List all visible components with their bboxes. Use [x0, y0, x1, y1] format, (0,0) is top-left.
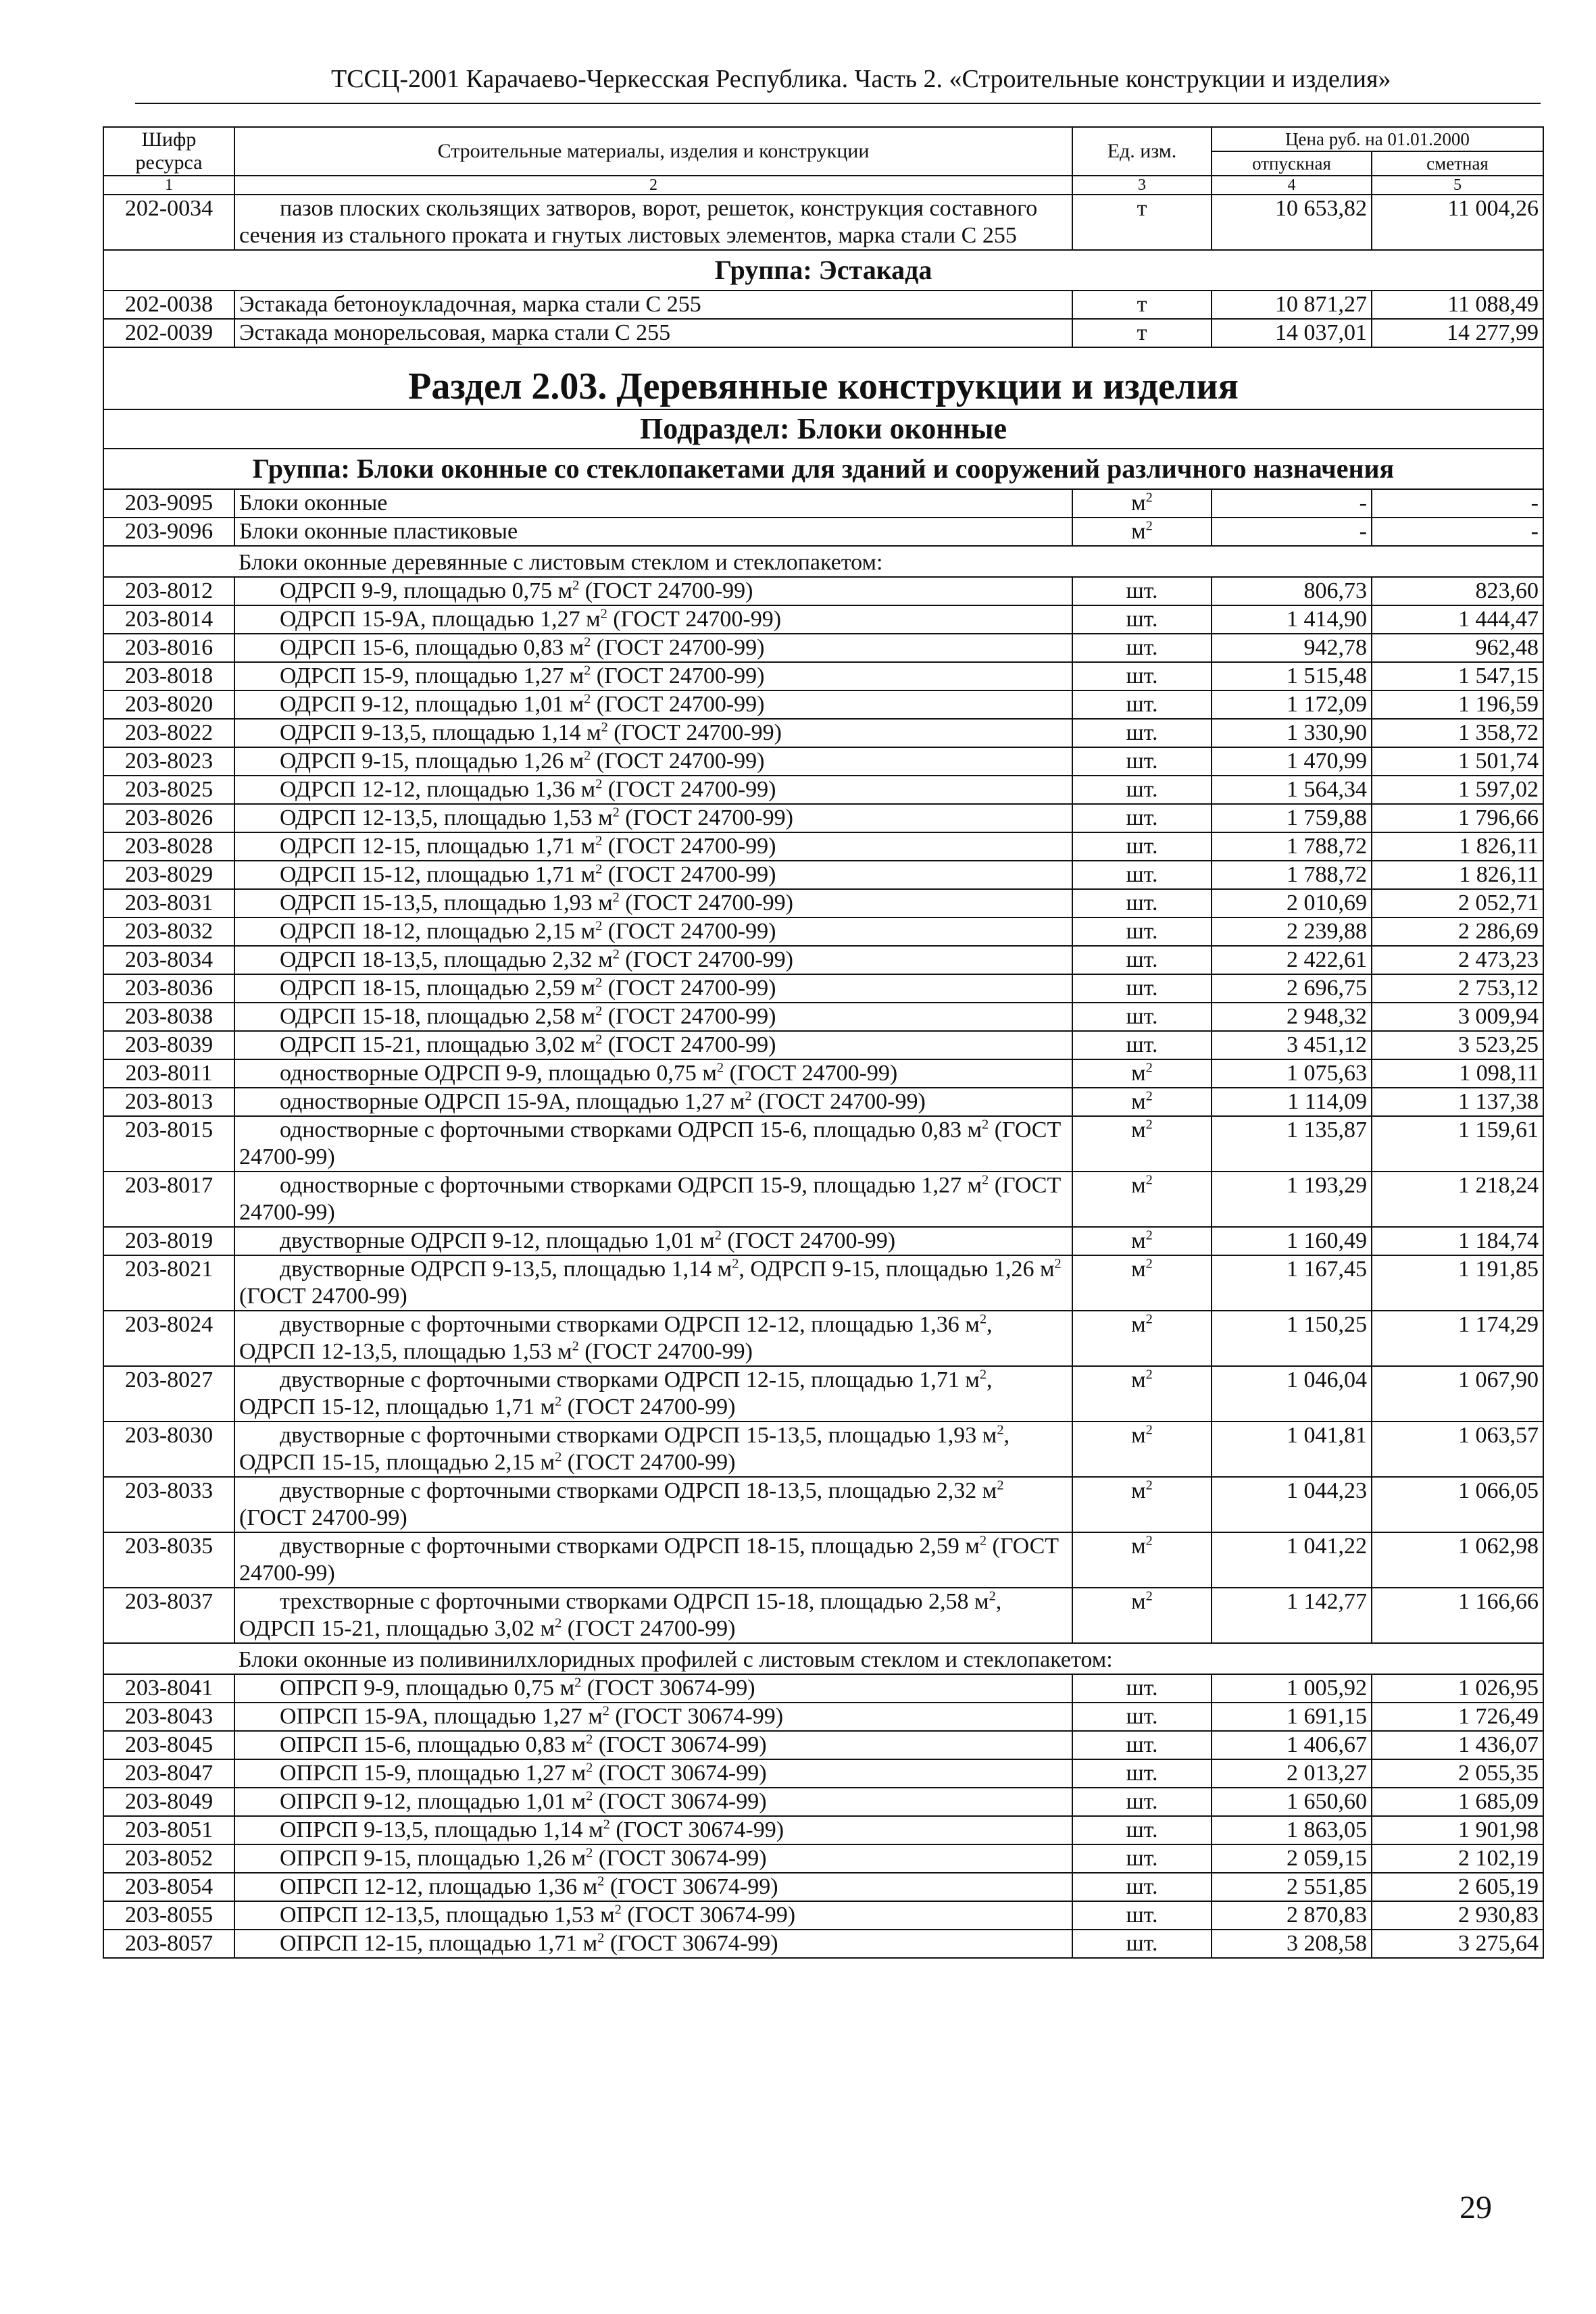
resource-name: двустворные с форточными створками ОДРСП 18-15, площадью 2,59 $м^2$ (ГОСТ 24700-99): [234, 1532, 1072, 1588]
price-release: 1 135,87: [1212, 1116, 1372, 1172]
resource-code: 203-8032: [103, 917, 234, 946]
table-row: [103, 291, 1543, 319]
price-estimate: 1 685,09: [1372, 1788, 1543, 1816]
resource-name: Эстакада монорельсовая, марка стали С 255: [234, 319, 1072, 347]
resource-code: 203-8051: [103, 1816, 234, 1844]
price-release: 10 653,82: [1212, 195, 1372, 250]
price-release: 1 046,04: [1212, 1366, 1372, 1422]
price-release: 1 193,29: [1212, 1172, 1372, 1227]
resource-code: 203-8038: [103, 1003, 234, 1031]
price-estimate: 2 102,19: [1372, 1844, 1543, 1873]
resource-code: 202-0034: [103, 195, 234, 250]
price-release: 1 114,09: [1212, 1088, 1372, 1116]
table-row: [103, 832, 1543, 861]
resource-name: ОПРСП 9-12, площадью 1,01 $м^2$ (ГОСТ 30674-99): [234, 1788, 1072, 1816]
unit: $м^2$: [1072, 1059, 1212, 1088]
price-estimate: 1 026,95: [1372, 1674, 1543, 1703]
price-release: 806,73: [1212, 577, 1372, 605]
table-row: [103, 1366, 1543, 1422]
price-estimate: 1 174,29: [1372, 1311, 1543, 1366]
resource-name: ОПРСП 15-6, площадью 0,83 $м^2$ (ГОСТ 30674-99): [234, 1731, 1072, 1759]
table-row: [103, 605, 1543, 634]
resource-name: ОДРСП 9-15, площадью 1,26 $м^2$ (ГОСТ 24700-99): [234, 747, 1072, 776]
price-estimate: 2 052,71: [1372, 889, 1543, 917]
price-estimate: 823,60: [1372, 577, 1543, 605]
table-row: [103, 1477, 1543, 1532]
empty-cell: [103, 546, 234, 577]
unit: $м^2$: [1072, 1088, 1212, 1116]
resource-code: 203-9095: [103, 489, 234, 518]
unit: т: [1072, 291, 1212, 319]
resource-code: 203-8049: [103, 1788, 234, 1816]
resource-name: ОДРСП 15-6, площадью 0,83 $м^2$ (ГОСТ 24700-99): [234, 634, 1072, 662]
price-release: 1 788,72: [1212, 861, 1372, 889]
resource-code: 203-8034: [103, 946, 234, 974]
unit: шт.: [1072, 861, 1212, 889]
price-estimate: 1 726,49: [1372, 1703, 1543, 1731]
unit: шт.: [1072, 1873, 1212, 1901]
price-estimate: 2 473,23: [1372, 946, 1543, 974]
resource-code: 203-8027: [103, 1366, 234, 1422]
price-estimate: 1 063,57: [1372, 1422, 1543, 1477]
header-price-estimate: сметная: [1372, 151, 1543, 176]
unit: шт.: [1072, 1816, 1212, 1844]
section-row: [103, 347, 1543, 409]
resource-code: 203-8023: [103, 747, 234, 776]
price-release: 1 150,25: [1212, 1311, 1372, 1366]
resource-name: ОДРСП 18-13,5, площадью 2,32 $м^2$ (ГОСТ 24700-99): [234, 946, 1072, 974]
table-row: [103, 1588, 1543, 1643]
resource-code: 203-8043: [103, 1703, 234, 1731]
resource-name: ОПРСП 9-13,5, площадью 1,14 $м^2$ (ГОСТ 30674-99): [234, 1816, 1072, 1844]
price-estimate: 2 605,19: [1372, 1873, 1543, 1901]
table-row: [103, 195, 1543, 250]
resource-name: одностворные ОДРСП 15-9А, площадью 1,27 $м^2$ (ГОСТ 24700-99): [234, 1088, 1072, 1116]
price-estimate: 11 004,26: [1372, 195, 1543, 250]
resource-code: 203-8041: [103, 1674, 234, 1703]
unit: шт.: [1072, 889, 1212, 917]
resource-code: 203-8022: [103, 719, 234, 747]
subgroup-title: Блоки оконные из поливинилхлоридных профилей с листовым стеклом и стеклопакетом:: [234, 1643, 1543, 1674]
price-release: 1 041,22: [1212, 1532, 1372, 1588]
price-release: 1 788,72: [1212, 832, 1372, 861]
price-estimate: 2 055,35: [1372, 1759, 1543, 1788]
resource-code: 203-8031: [103, 889, 234, 917]
unit: шт.: [1072, 577, 1212, 605]
resource-code: 203-8021: [103, 1255, 234, 1311]
price-estimate: 1 826,11: [1372, 832, 1543, 861]
group-row: [103, 449, 1543, 489]
subsection-title: Подраздел: Блоки оконные: [103, 409, 1543, 449]
price-release: 1 515,48: [1212, 662, 1372, 690]
table-row: [103, 1788, 1543, 1816]
resource-code: 203-8015: [103, 1116, 234, 1172]
price-estimate: 1 166,66: [1372, 1588, 1543, 1643]
unit: $м^2$: [1072, 1227, 1212, 1255]
unit: шт.: [1072, 605, 1212, 634]
resource-name: ОДРСП 15-9А, площадью 1,27 $м^2$ (ГОСТ 24700-99): [234, 605, 1072, 634]
price-table: [103, 126, 1544, 1959]
table-row: [103, 1674, 1543, 1703]
table-row: [103, 1003, 1543, 1031]
price-release: 1 863,05: [1212, 1816, 1372, 1844]
price-estimate: -: [1372, 489, 1543, 518]
table-row: [103, 1816, 1543, 1844]
header-title: ТССЦ-2001 Карачаево-Черкесская Республика. Часть 2. «Строительные конструкции и изделия»: [331, 65, 1391, 93]
price-release: 1 041,81: [1212, 1422, 1372, 1477]
resource-code: 203-8024: [103, 1311, 234, 1366]
table-row: [103, 1703, 1543, 1731]
unit: т: [1072, 195, 1212, 250]
unit: шт.: [1072, 1674, 1212, 1703]
table-row: [103, 917, 1543, 946]
unit: шт.: [1072, 719, 1212, 747]
table-row: [103, 1731, 1543, 1759]
resource-name: ОДРСП 18-15, площадью 2,59 $м^2$ (ГОСТ 24700-99): [234, 974, 1072, 1003]
unit: $м^2$: [1072, 1422, 1212, 1477]
unit: шт.: [1072, 690, 1212, 719]
unit: шт.: [1072, 662, 1212, 690]
unit: шт.: [1072, 1731, 1212, 1759]
price-release: 2 870,83: [1212, 1901, 1372, 1930]
subgroup-row: [103, 546, 1543, 577]
unit: шт.: [1072, 1759, 1212, 1788]
table-row: [103, 1901, 1543, 1930]
price-estimate: 1 358,72: [1372, 719, 1543, 747]
resource-code: 202-0038: [103, 291, 234, 319]
price-estimate: 2 286,69: [1372, 917, 1543, 946]
price-release: 2 551,85: [1212, 1873, 1372, 1901]
resource-name: ОПРСП 12-15, площадью 1,71 $м^2$ (ГОСТ 30674-99): [234, 1930, 1072, 1958]
price-release: 3 451,12: [1212, 1031, 1372, 1059]
resource-name: Эстакада бетоноукладочная, марка стали С 255: [234, 291, 1072, 319]
table-row: [103, 489, 1543, 518]
resource-code: 203-8057: [103, 1930, 234, 1958]
price-estimate: 3 523,25: [1372, 1031, 1543, 1059]
column-number: 5: [1372, 176, 1543, 195]
table-row: [103, 747, 1543, 776]
header-code: Шифр ресурса: [103, 127, 234, 176]
unit: $м^2$: [1072, 1172, 1212, 1227]
resource-code: 203-8019: [103, 1227, 234, 1255]
unit: шт.: [1072, 1844, 1212, 1873]
price-release: 2 422,61: [1212, 946, 1372, 974]
price-estimate: 1 067,90: [1372, 1366, 1543, 1422]
resource-name: одностворные ОДРСП 9-9, площадью 0,75 $м^2$ (ГОСТ 24700-99): [234, 1059, 1072, 1088]
price-release: 1 759,88: [1212, 804, 1372, 832]
resource-name: двустворные с форточными створками ОДРСП 12-12, площадью 1,36 $м^2$, ОДРСП 12-13,5, площадью 1,53 $м^2$ (ГОСТ 24700-99): [234, 1311, 1072, 1366]
resource-name: ОПРСП 12-13,5, площадью 1,53 $м^2$ (ГОСТ 30674-99): [234, 1901, 1072, 1930]
price-estimate: 1 196,59: [1372, 690, 1543, 719]
group-title: Группа: Блоки оконные со стеклопакетами для зданий и сооружений различного назначения: [103, 449, 1543, 489]
unit: $м^2$: [1072, 1477, 1212, 1532]
table-row: [103, 889, 1543, 917]
unit: шт.: [1072, 1788, 1212, 1816]
resource-name: пазов плоских скользящих затворов, ворот, решеток, конструкция составного сечения из стального проката и гнутых листовых элементов, марка стали С 255: [234, 195, 1072, 250]
price-estimate: 1 191,85: [1372, 1255, 1543, 1311]
table-row: [103, 974, 1543, 1003]
resource-name: одностворные с форточными створками ОДРСП 15-9, площадью 1,27 $м^2$ (ГОСТ 24700-99): [234, 1172, 1072, 1227]
resource-code: 203-8028: [103, 832, 234, 861]
table-row: [103, 1532, 1543, 1588]
price-estimate: 1 137,38: [1372, 1088, 1543, 1116]
price-estimate: 1 796,66: [1372, 804, 1543, 832]
price-estimate: 11 088,49: [1372, 291, 1543, 319]
resource-name: ОПРСП 15-9, площадью 1,27 $м^2$ (ГОСТ 30674-99): [234, 1759, 1072, 1788]
price-release: 1 414,90: [1212, 605, 1372, 634]
resource-name: ОПРСП 9-9, площадью 0,75 $м^2$ (ГОСТ 30674-99): [234, 1674, 1072, 1703]
table-row: [103, 1759, 1543, 1788]
price-estimate: 1 066,05: [1372, 1477, 1543, 1532]
resource-code: 203-8030: [103, 1422, 234, 1477]
resource-code: 203-8035: [103, 1532, 234, 1588]
resource-name: ОДРСП 15-13,5, площадью 1,93 $м^2$ (ГОСТ 24700-99): [234, 889, 1072, 917]
price-release: 1 044,23: [1212, 1477, 1372, 1532]
resource-name: ОДРСП 9-12, площадью 1,01 $м^2$ (ГОСТ 24700-99): [234, 690, 1072, 719]
unit: шт.: [1072, 946, 1212, 974]
empty-cell: [103, 1643, 234, 1674]
unit: шт.: [1072, 974, 1212, 1003]
price-estimate: 1 218,24: [1372, 1172, 1543, 1227]
table-row: [103, 1873, 1543, 1901]
resource-name: ОДРСП 12-13,5, площадью 1,53 $м^2$ (ГОСТ 24700-99): [234, 804, 1072, 832]
resource-name: ОДРСП 9-9, площадью 0,75 $м^2$ (ГОСТ 24700-99): [234, 577, 1072, 605]
table-row: [103, 1059, 1543, 1088]
resource-name: одностворные с форточными створками ОДРСП 15-6, площадью 0,83 $м^2$ (ГОСТ 24700-99): [234, 1116, 1072, 1172]
price-estimate: 962,48: [1372, 634, 1543, 662]
resource-code: 203-8020: [103, 690, 234, 719]
column-number: 3: [1072, 176, 1212, 195]
price-release: 1 470,99: [1212, 747, 1372, 776]
resource-name: ОДРСП 15-21, площадью 3,02 $м^2$ (ГОСТ 24700-99): [234, 1031, 1072, 1059]
unit: $м^2$: [1072, 1116, 1212, 1172]
unit: $м^2$: [1072, 1532, 1212, 1588]
price-release: 1 167,45: [1212, 1255, 1372, 1311]
resource-code: 203-8036: [103, 974, 234, 1003]
table-row: [103, 1031, 1543, 1059]
resource-name: ОПРСП 15-9А, площадью 1,27 $м^2$ (ГОСТ 30674-99): [234, 1703, 1072, 1731]
unit: $м^2$: [1072, 1255, 1212, 1311]
unit: шт.: [1072, 634, 1212, 662]
price-estimate: 1 062,98: [1372, 1532, 1543, 1588]
header-price-release: отпускная: [1212, 151, 1372, 176]
price-release: 1 650,60: [1212, 1788, 1372, 1816]
resource-code: 203-8052: [103, 1844, 234, 1873]
unit: $м^2$: [1072, 518, 1212, 546]
resource-name: ОДРСП 18-12, площадью 2,15 $м^2$ (ГОСТ 24700-99): [234, 917, 1072, 946]
header-name: Строительные материалы, изделия и конструкции: [234, 127, 1072, 176]
resource-code: 203-8039: [103, 1031, 234, 1059]
table-row: [103, 1172, 1543, 1227]
resource-code: 203-8018: [103, 662, 234, 690]
resource-code: 203-8013: [103, 1088, 234, 1116]
price-estimate: 2 753,12: [1372, 974, 1543, 1003]
unit: шт.: [1072, 1031, 1212, 1059]
resource-code: 203-8045: [103, 1731, 234, 1759]
price-release: 10 871,27: [1212, 291, 1372, 319]
resource-code: 203-8016: [103, 634, 234, 662]
price-release: -: [1212, 489, 1372, 518]
price-estimate: 3 009,94: [1372, 1003, 1543, 1031]
table-row: [103, 577, 1543, 605]
price-release: 1 172,09: [1212, 690, 1372, 719]
price-estimate: 1 826,11: [1372, 861, 1543, 889]
price-release: 942,78: [1212, 634, 1372, 662]
price-release: 2 059,15: [1212, 1844, 1372, 1873]
resource-code: 203-8011: [103, 1059, 234, 1088]
table-row: [103, 1255, 1543, 1311]
column-number: 2: [234, 176, 1072, 195]
price-estimate: 2 930,83: [1372, 1901, 1543, 1930]
resource-name: ОДРСП 12-15, площадью 1,71 $м^2$ (ГОСТ 24700-99): [234, 832, 1072, 861]
resource-code: 202-0039: [103, 319, 234, 347]
price-release: 3 208,58: [1212, 1930, 1372, 1958]
unit: шт.: [1072, 832, 1212, 861]
table-row: [103, 662, 1543, 690]
table-body: [103, 195, 1543, 1958]
resource-code: 203-8037: [103, 1588, 234, 1643]
price-estimate: 1 501,74: [1372, 747, 1543, 776]
resource-name: ОДРСП 12-12, площадью 1,36 $м^2$ (ГОСТ 24700-99): [234, 776, 1072, 804]
table-row: [103, 319, 1543, 347]
table-row: [103, 1088, 1543, 1116]
price-release: 1 691,15: [1212, 1703, 1372, 1731]
unit: шт.: [1072, 1003, 1212, 1031]
table-row: [103, 1227, 1543, 1255]
resource-name: Блоки оконные: [234, 489, 1072, 518]
price-release: 2 010,69: [1212, 889, 1372, 917]
unit: $м^2$: [1072, 489, 1212, 518]
price-estimate: 1 597,02: [1372, 776, 1543, 804]
resource-code: 203-8014: [103, 605, 234, 634]
price-estimate: 1 436,07: [1372, 1731, 1543, 1759]
unit: $м^2$: [1072, 1311, 1212, 1366]
subgroup-title: Блоки оконные деревянные с листовым стеклом и стеклопакетом:: [234, 546, 1543, 577]
resource-name: ОДРСП 15-9, площадью 1,27 $м^2$ (ГОСТ 24700-99): [234, 662, 1072, 690]
resource-code: 203-8033: [103, 1477, 234, 1532]
price-estimate: 14 277,99: [1372, 319, 1543, 347]
unit: шт.: [1072, 1901, 1212, 1930]
price-release: 1 075,63: [1212, 1059, 1372, 1088]
unit: $м^2$: [1072, 1588, 1212, 1643]
price-estimate: 1 098,11: [1372, 1059, 1543, 1088]
unit: шт.: [1072, 1930, 1212, 1958]
resource-name: двустворные с форточными створками ОДРСП 18-13,5, площадью 2,32 $м^2$ (ГОСТ 24700-99): [234, 1477, 1072, 1532]
price-estimate: 1 184,74: [1372, 1227, 1543, 1255]
table-row: [103, 690, 1543, 719]
price-release: 2 013,27: [1212, 1759, 1372, 1788]
table-row: [103, 1116, 1543, 1172]
section-title: Раздел 2.03. Деревянные конструкции и изделия: [103, 347, 1543, 409]
price-estimate: 1 444,47: [1372, 605, 1543, 634]
resource-name: трехстворные с форточными створками ОДРСП 15-18, площадью 2,58 $м^2$, ОДРСП 15-21, площадью 3,02 $м^2$ (ГОСТ 24700-99): [234, 1588, 1072, 1643]
price-release: 1 330,90: [1212, 719, 1372, 747]
resource-code: 203-8025: [103, 776, 234, 804]
price-release: -: [1212, 518, 1372, 546]
table-header: [103, 127, 1543, 195]
unit: шт.: [1072, 776, 1212, 804]
resource-code: 203-8029: [103, 861, 234, 889]
resource-name: ОДРСП 15-12, площадью 1,71 $м^2$ (ГОСТ 24700-99): [234, 861, 1072, 889]
price-estimate: 1 901,98: [1372, 1816, 1543, 1844]
price-release: 2 948,32: [1212, 1003, 1372, 1031]
unit: шт.: [1072, 804, 1212, 832]
price-release: 2 696,75: [1212, 974, 1372, 1003]
resource-name: Блоки оконные пластиковые: [234, 518, 1072, 546]
table-row: [103, 804, 1543, 832]
resource-name: двустворные с форточными створками ОДРСП 12-15, площадью 1,71 $м^2$, ОДРСП 15-12, площадью 1,71 $м^2$ (ГОСТ 24700-99): [234, 1366, 1072, 1422]
resource-name: ОПРСП 12-12, площадью 1,36 $м^2$ (ГОСТ 30674-99): [234, 1873, 1072, 1901]
table-row: [103, 861, 1543, 889]
header-price-group: Цена руб. на 01.01.2000: [1212, 127, 1543, 151]
table-row: [103, 776, 1543, 804]
table-row: [103, 1930, 1543, 1958]
resource-name: ОДРСП 15-18, площадью 2,58 $м^2$ (ГОСТ 24700-99): [234, 1003, 1072, 1031]
resource-code: 203-8017: [103, 1172, 234, 1227]
price-release: 1 005,92: [1212, 1674, 1372, 1703]
resource-name: двустворные ОДРСП 9-12, площадью 1,01 $м^2$ (ГОСТ 24700-99): [234, 1227, 1072, 1255]
group-title: Группа: Эстакада: [103, 250, 1543, 291]
price-release: 1 160,49: [1212, 1227, 1372, 1255]
resource-name: ОДРСП 9-13,5, площадью 1,14 $м^2$ (ГОСТ 24700-99): [234, 719, 1072, 747]
document-header: [135, 59, 1541, 104]
resource-code: 203-8054: [103, 1873, 234, 1901]
table-row: [103, 634, 1543, 662]
resource-code: 203-8055: [103, 1901, 234, 1930]
resource-code: 203-8026: [103, 804, 234, 832]
header-unit: Ед. изм.: [1072, 127, 1212, 176]
subgroup-row: [103, 1643, 1543, 1674]
unit: шт.: [1072, 917, 1212, 946]
column-number: 1: [103, 176, 234, 195]
price-release: 14 037,01: [1212, 319, 1372, 347]
table-row: [103, 1422, 1543, 1477]
resource-name: ОПРСП 9-15, площадью 1,26 $м^2$ (ГОСТ 30674-99): [234, 1844, 1072, 1873]
subsection-row: [103, 409, 1543, 449]
price-estimate: 3 275,64: [1372, 1930, 1543, 1958]
table-row: [103, 946, 1543, 974]
resource-name: двустворные с форточными створками ОДРСП 15-13,5, площадью 1,93 $м^2$, ОДРСП 15-15, площадью 2,15 $м^2$ (ГОСТ 24700-99): [234, 1422, 1072, 1477]
price-release: 1 564,34: [1212, 776, 1372, 804]
price-estimate: 1 159,61: [1372, 1116, 1543, 1172]
price-estimate: -: [1372, 518, 1543, 546]
unit: т: [1072, 319, 1212, 347]
table-row: [103, 1311, 1543, 1366]
group-row: [103, 250, 1543, 291]
table-row: [103, 1844, 1543, 1873]
column-number: 4: [1212, 176, 1372, 195]
resource-code: 203-8012: [103, 577, 234, 605]
price-release: 2 239,88: [1212, 917, 1372, 946]
unit: шт.: [1072, 747, 1212, 776]
price-release: 1 406,67: [1212, 1731, 1372, 1759]
resource-code: 203-9096: [103, 518, 234, 546]
resource-code: 203-8047: [103, 1759, 234, 1788]
table-row: [103, 719, 1543, 747]
resource-name: двустворные ОДРСП 9-13,5, площадью 1,14 $м^2$, ОДРСП 9-15, площадью 1,26 $м^2$ (ГОСТ 24700-99): [234, 1255, 1072, 1311]
unit: $м^2$: [1072, 1366, 1212, 1422]
unit: шт.: [1072, 1703, 1212, 1731]
price-release: 1 142,77: [1212, 1588, 1372, 1643]
price-estimate: 1 547,15: [1372, 662, 1543, 690]
page-number: 29: [1460, 2190, 1492, 2225]
table-row: [103, 518, 1543, 546]
